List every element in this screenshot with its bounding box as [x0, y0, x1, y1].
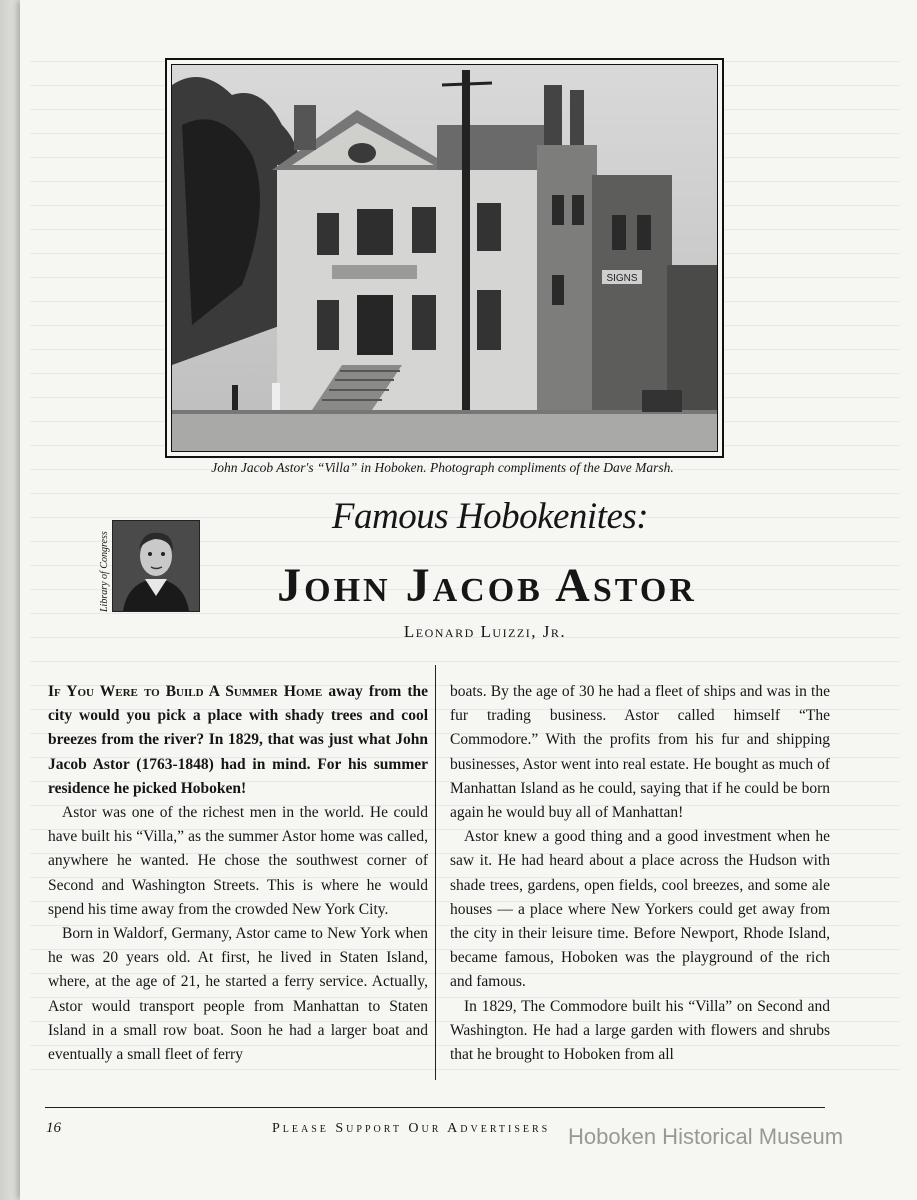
lead-in: If You Were to Build A Summer Home	[48, 683, 323, 700]
portrait-illustration	[113, 521, 199, 611]
page-number: 16	[46, 1120, 61, 1136]
footer-rule	[45, 1107, 825, 1108]
column-divider	[435, 665, 436, 1080]
photo-image-area	[171, 64, 718, 452]
series-kicker: Famous Hobokenites:	[331, 496, 649, 537]
article-column-right	[450, 680, 830, 1067]
article-byline: Leonard Luizzi, Jr.	[403, 622, 567, 641]
lead-paragraph	[48, 680, 428, 801]
astor-portrait	[112, 520, 200, 612]
paragraph: In 1829, The Commodore built his “Villa” on Second and Washington. He had a large garden with flowers and shrubs that he brought to Hoboken from all	[450, 997, 830, 1064]
lead-text: away from the city would you pick a place with shady trees and cool breezes from the river? In 1829, that was just what John Jacob Astor (1763-1848) had in mind. For his summer residence he picked Hoboken!	[48, 683, 429, 797]
binding-edge	[0, 0, 20, 1200]
museum-watermark: Hoboken Historical Museum	[568, 1124, 844, 1149]
paragraph: Astor knew a good thing and a good investment when he saw it. He had heard about a place across the Hudson with shade trees, gardens, open fields, cool breezes, and some ale houses — a place where New Yorkers could get away from the city in their leisure time. Before Newport, Rhode Island, became famous, Hoboken was the playground of the rich and famous.	[450, 828, 830, 991]
footer-tagline: Please Support Our Advertisers	[272, 1121, 551, 1136]
paragraph: Astor was one of the richest men in the world. He could have built his “Villa,” as the summer Astor home was called, anywhere he wanted. He chose the southwest corner of Second and Washington Streets. This is where he would spend his time away from the crowded New York City.	[48, 804, 428, 918]
article-headline: John Jacob Astor	[277, 559, 697, 612]
portrait-credit: Library of Congress	[99, 531, 110, 612]
villa-photograph	[165, 58, 724, 458]
article-column-left	[48, 680, 428, 1067]
villa-photo-illustration	[172, 65, 717, 451]
paragraph-continued: boats. By the age of 30 he had a fleet of ships and was in the fur trading business. Astor called himself “The Commodore.” With the profits from his fur and shipping businesses, Astor went into real estate. He bought as much of Manhattan Island as he could, saying that if he could be born again he would buy all of Manhattan!	[450, 683, 830, 822]
paragraph: Born in Waldorf, Germany, Astor came to New York when he was 20 years old. At first, he lived in Staten Island, where, at the age of 21, he started a ferry service. Actually, Astor would transport people from Manhattan to Staten Island in a small row boat. Soon he had a larger boat and eventually a small fleet of ferry	[48, 925, 428, 1064]
photo-caption: John Jacob Astor's “Villa” in Hoboken. Photograph compliments of the Dave Marsh.	[211, 460, 674, 475]
signs-sign: SIGNS	[606, 273, 638, 284]
